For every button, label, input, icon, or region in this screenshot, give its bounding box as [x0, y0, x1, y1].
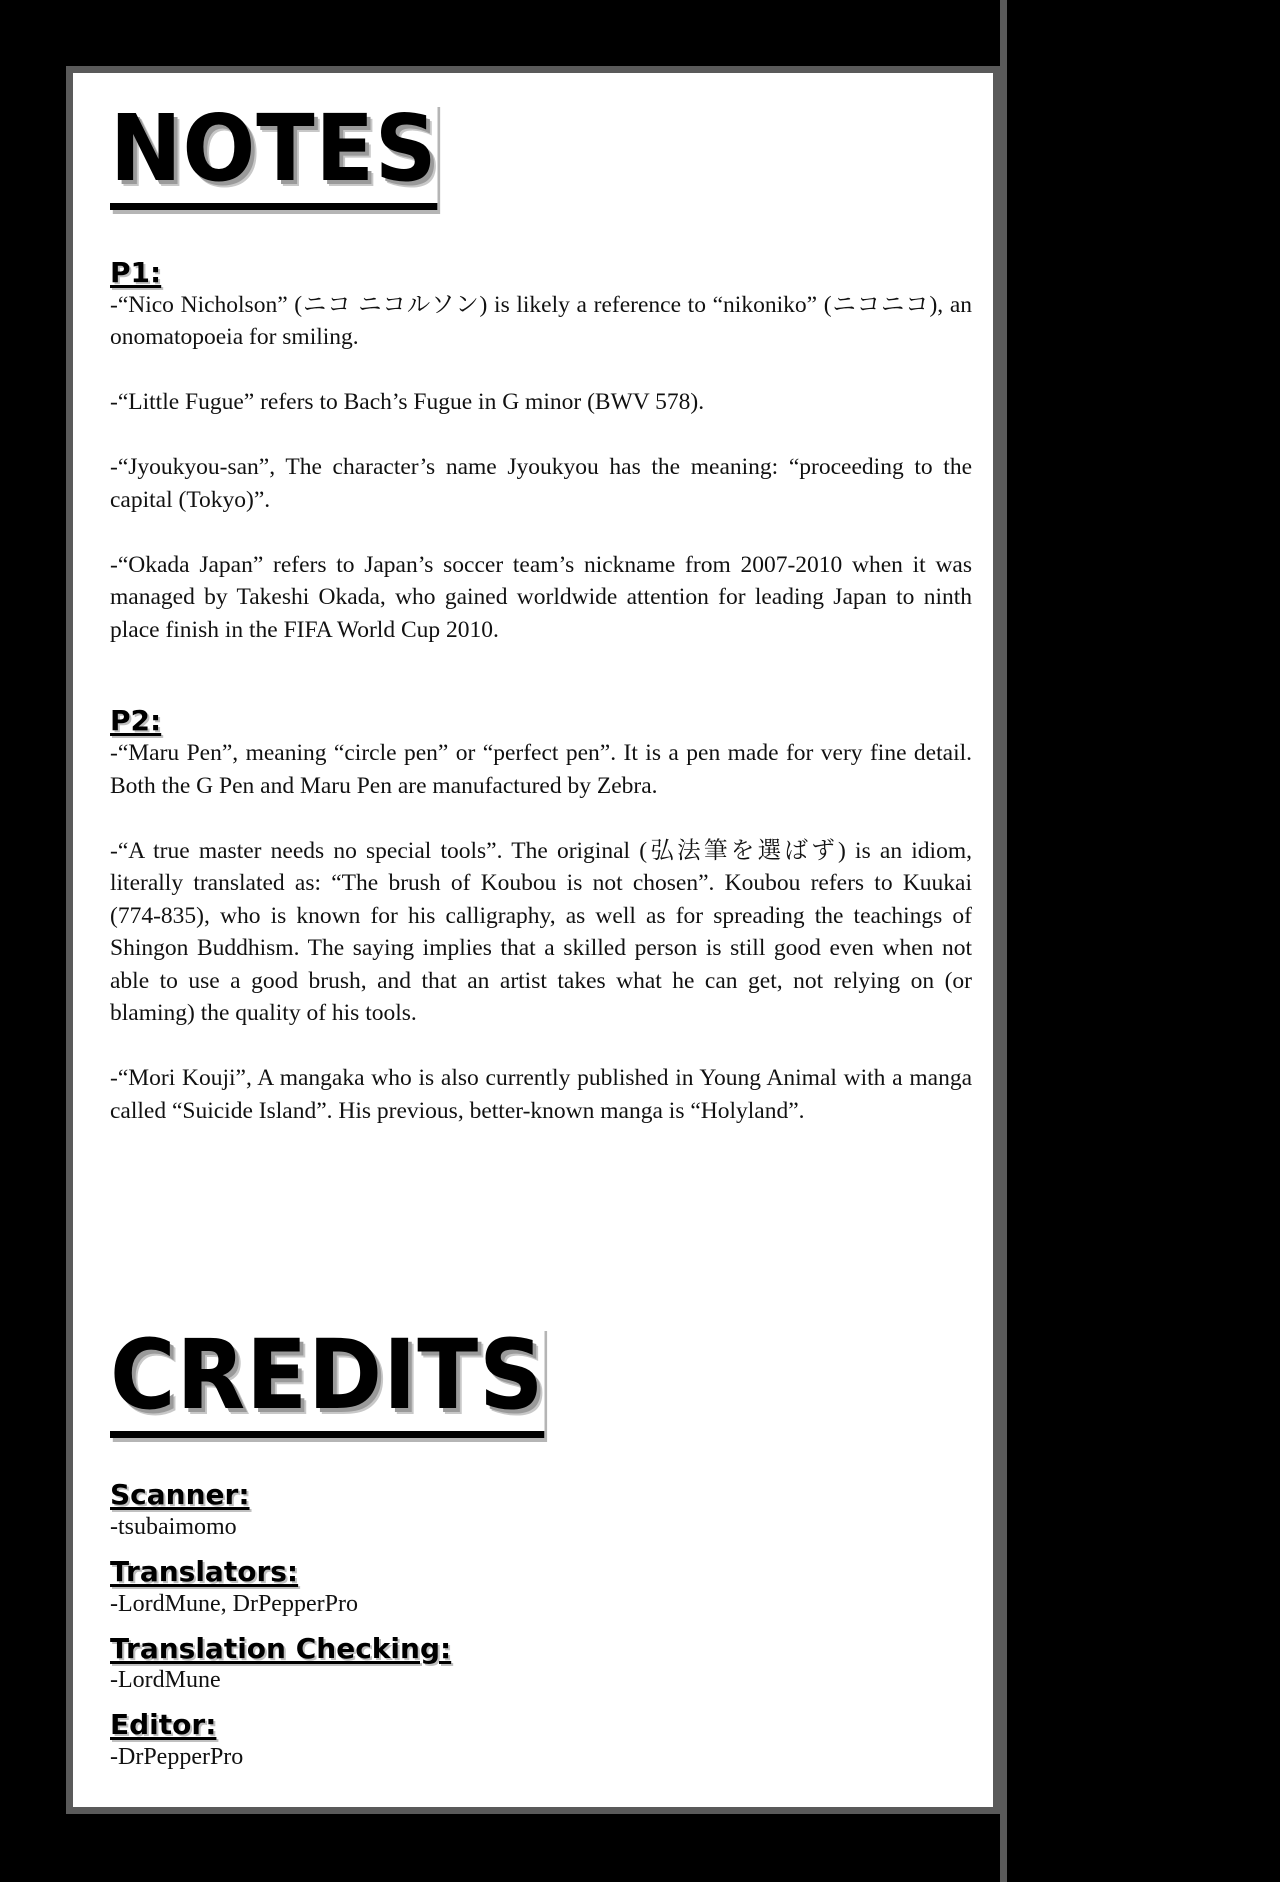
note-item: -“Little Fugue” refers to Bach’s Fugue in G minor (BWV 578).	[110, 389, 705, 416]
credit-role: Editor:	[110, 1708, 217, 1742]
note-item: -“Okada Japan” refers to Japan’s soccer team’s nickname from 2007-2010 when it was managed by Takeshi Okada, who gained worldwide attention for leading Japan to ninth place finish in the FIFA World Cup 2010.	[110, 551, 972, 643]
credit-names: -tsubaimomo	[110, 1513, 237, 1540]
section-label-p1: P1:	[110, 256, 162, 289]
credit-names: -LordMune	[110, 1667, 221, 1694]
credit-names: -DrPepperPro	[110, 1744, 244, 1771]
credit-names: -LordMune, DrPepperPro	[110, 1590, 358, 1617]
credit-role: Translators:	[110, 1554, 299, 1588]
section-label-p2: P2:	[110, 704, 162, 738]
notes-section-p1	[110, 258, 972, 646]
note-item: -“Nico Nicholson” (ニコ ニコルソン) is likely a reference to “nikoniko” (ニコニコ), an onomatopoeia for smiling.	[110, 291, 972, 351]
page-edge-bar	[1000, 0, 1007, 1882]
credit-role: Scanner:	[110, 1478, 250, 1512]
credit-entry-translation-checking	[110, 1631, 972, 1697]
page-content	[110, 95, 972, 1773]
note-item: -“Jyoukyou-san”, The character’s name Jyoukyou has the meaning: “proceeding to the capital (Tokyo)”.	[110, 454, 972, 513]
credit-role: Translation Checking:	[110, 1631, 452, 1665]
note-item: -“A true master needs no special tools”. The original (弘法筆を選ばず) is an idiom, literally translated as: “The brush of Koubou is not chosen”. Koubou refers to Kuukai (774-835), who is known for his calligraphy, as well as for spreading the teachings of Shingon Buddhism. The saying implies that a skilled person is still good even when not able to use a good brush, and that an artist takes what he can get, not relying on (or blaming) the quality of his tools.	[110, 837, 972, 1027]
note-item: -“Mori Kouji”, A mangaka who is also currently published in Young Animal with a manga called “Suicide Island”. His previous, better-known manga is “Holyland”.	[110, 1065, 972, 1124]
notes-page	[66, 66, 1000, 1814]
notes-section-p2	[110, 706, 972, 1127]
credits-title: CREDITS	[110, 1327, 544, 1438]
note-item: -“Maru Pen”, meaning “circle pen” or “perfect pen”. It is a pen made for very fine detail. Both the G Pen and Maru Pen are manufactured by Zebra.	[110, 740, 972, 799]
credit-entry-scanner	[110, 1480, 972, 1543]
credits-list	[110, 1480, 972, 1773]
credit-entry-editor	[110, 1710, 972, 1773]
credit-entry-translators	[110, 1554, 972, 1620]
notes-title: NOTES	[110, 103, 437, 210]
